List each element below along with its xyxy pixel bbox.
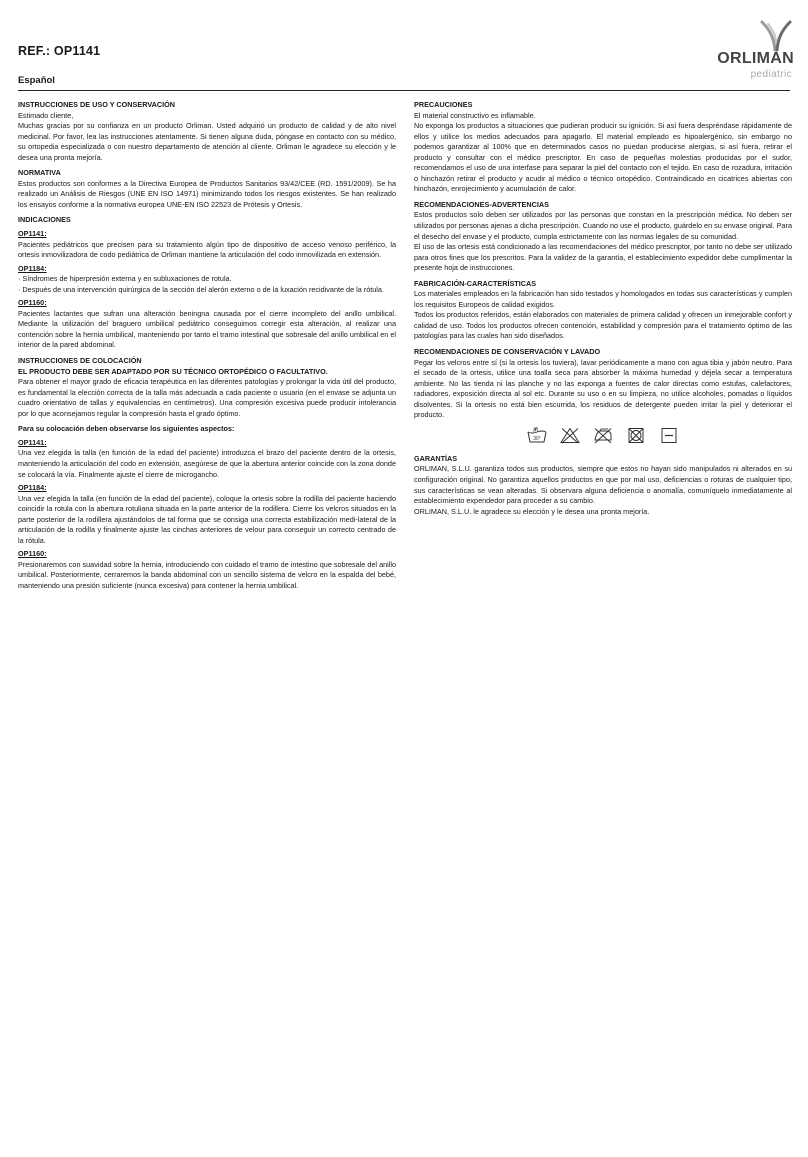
brand-name: ORLIMAN xyxy=(717,50,794,67)
indication-op1184-bullet: · Síndromes de hiperpresión externa y en subluxaciones de rotula. xyxy=(18,274,232,284)
product-label-op1141: OP1141: xyxy=(18,437,47,447)
product-label-op1184: OP1184: xyxy=(18,263,47,273)
colocacion-paragraph: Para obtener el mayor grado de eficacia terapéutica en las diferentes patologías y prolongar la vida útil del producto, es fundamental la elección correcta de la talla más adecuada a cada paciente o usuario (en el envase se adjunta un cuadro orientativo de tallas y equivalencias en centímetros). Una compresión excesiva puede producir intolerancia por lo que aconsejamos regular la compresión hasta el grado óptimo. xyxy=(18,377,396,418)
language-heading: Español xyxy=(18,75,55,86)
indication-op1160: Pacientes lactantes que sufran una alteración beningna causada por el cierre incompleto del anillo umbilical. Mediante la utilización del braguero umbilical pediátrico conseguimos corregir esta alteración, al realizar una contención sobre la hernia umbilical, manteniendo por tanto el tramo intestinal que sobresale del anillo umbilical en el interior de la pared abdominal. xyxy=(18,308,396,350)
section-title-instrucciones: INSTRUCCIONES DE USO Y CONSERVACIÓN xyxy=(18,100,175,109)
section-title-recomendaciones: RECOMENDACIONES-ADVERTENCIAS xyxy=(414,199,549,209)
section-title-normativa: NORMATIVA xyxy=(18,168,61,178)
no-tumble-dry-icon xyxy=(626,427,646,444)
section-title-garantias: GARANTÍAS xyxy=(414,453,458,463)
product-label-op1141: OP1141: xyxy=(18,229,47,239)
recomendaciones-paragraph: Estos productos solo deben ser utilizados por las personas que constan en la prescripción médica. No deben ser utilizados por personas ajenas a dicha prescripción. Cuando no use el producto, guárdelo en su envase original. Para el desecho del envase y el producto, cumpla estrictamente con las normas legales de su comunidad. xyxy=(414,210,792,241)
recomendaciones-paragraph: El uso de las ortesis está condicionado a las recomendaciones del médico prescriptor, por tanto no debe ser utilizado para otros fines que los prescritos. Para la validez de la garantía, el establecimiento expedidor debe cumplimentar la presente hoja de instrucciones. xyxy=(414,242,792,273)
section-title-colocacion: INSTRUCCIONES DE COLOCACIÓN xyxy=(18,356,142,366)
aspectos-heading: Para su colocación deben observarse los siguientes aspectos: xyxy=(18,424,235,434)
orliman-logo xyxy=(708,20,794,82)
brand-subtitle: pediatric xyxy=(750,69,792,80)
no-iron-icon xyxy=(593,427,613,444)
placement-op1141: Una vez elegida la talla (en función de la edad del paciente) introduzca el brazo del paciente dentro de la ortesis, manteniendo la articulación del codo en extensión, asegúrese de que la abertura anterior coincide con la zona donde se colocará la vía. Finalmente ajuste el cierre de microgancho. xyxy=(18,448,396,479)
right-column xyxy=(414,98,792,517)
product-label-op1160: OP1160: xyxy=(18,549,47,559)
hand-wash-icon xyxy=(527,427,547,444)
conservacion-paragraph: Pegar los velcros entre sí (si la ortesis los tuviera), lavar periódicamente a mano con agua tibia y jabón neutro. Para el secado de la ortesis, utilice una toalla seca para absorber la máxima humedad y déjela secar a temperatura ambiente. No las tienda ni las planche y no las exponga a fuentes de calor directas como estufas, calefactores, radiadores, exposición directa al sol etc. Durante su uso o en su limpieza, no utilice alcoholes, pomadas o líquidos disolventes. Si la ortesis no está bien escurrida, los residuos de detergente pueden irritar la piel y deteriorar el producto. xyxy=(414,357,792,420)
placement-op1184: Una vez elegida la talla (en función de la edad del paciente), coloque la ortesis sobre la rodilla del paciente haciendo coincidir la rotula con la abertura rotuliana situada en la parte anterior de la rodillera. Cierre los velcros situados en la parte posterior de la rodillera ajustándolos de tal forma que se consiga una correcta estabilización medi-lateral de la articulación de la rodilla y finalmente ajuste las cinchas anteriores de velour para conseguir un correcto centrado de la rótula. xyxy=(18,493,396,545)
dry-flat-icon xyxy=(659,427,679,444)
greeting: Estimado cliente, xyxy=(18,110,74,120)
indication-op1141: Pacientes pediátricos que precisen para su tratamiento algún tipo de dispositivo de acceso venoso periférico, la ortesis inmovilizadora de codo pediátrica de Orliman mantiene la articulación del codo inmovilizada en extensión. xyxy=(18,239,396,260)
section-title-fabricacion: FABRICACIÓN-CARACTERÍSTICAS xyxy=(414,278,537,288)
placement-op1160: Presionaremos con suavidad sobre la hernia, introduciendo con cuidado el tramo de intestino que sobresale del anillo umbilical. Posteriormente, cerraremos la banda abdominal con un sencillo sistema de velcro en la espalda del bebé, manteniendo una presión suficiente (nunca excesiva) para contener la hernia umbilical. xyxy=(18,559,396,590)
precauciones-lead: El material constructivo es inflamable. xyxy=(414,110,536,120)
indication-op1184-bullet: · Después de una intervención quirúrgica de la sección del alerón externo o de la luxación recidivante de la rótula. xyxy=(18,284,384,294)
product-label-op1184: OP1184: xyxy=(18,483,47,493)
no-bleach-icon xyxy=(560,427,580,444)
section-title-precauciones: PRECAUCIONES xyxy=(414,100,473,109)
precauciones-paragraph: No exponga los productos a situaciones que pudieran producir su ignición. Si así fuera despréndase rápidamente de ellos y utilice los medios adecuados para apagarlo. El material empleado es hipoalergénico, sin embargo no podemos garantizar al 100% que en determinados casos no puedan producirse alergias, si así fuera, retirar el producto y consultar con el médico prescriptor. En caso de pequeñas molestias producidas por el sudor, recomendamos el uso de una interfase para separar la piel del contacto con el tejido. En caso de rozadura, irritación o hinchazón retirar el producto y acudir al médico o técnico ortopédico. Contraindicado en cicatrices abiertas con hinchazón, enrojecimiento y acumulación de calor. xyxy=(414,121,792,194)
intro-paragraph: Muchas gracias por su confianza en un producto Orliman. Usted adquirió un producto de calidad y de alto nivel medicinal. Por favor, lea las instrucciones atentamente. Si tienen alguna duda, póngase en contacto con su médico, su ortopedia especializada o con nuestro departamento de atención al cliente. Orliman le agradece su elección y le desea una pronta mejoría. xyxy=(18,121,396,162)
normativa-paragraph: Estos productos son conformes a la Directiva Europea de Productos Sanitarios 93/42/CEE (RD. 1591/2009). Se ha realizado un Análisis de Riesgos (UNE EN ISO 14971) minimizando todos los riesgos existentes. Se han realizado los ensayos conforme a la normativa europea UNE-EN ISO 22523 de Prótesis y Ortesis. xyxy=(18,178,396,209)
left-column xyxy=(18,98,396,592)
section-title-indicaciones: INDICACIONES xyxy=(18,215,71,225)
header-divider xyxy=(18,90,790,91)
garantias-paragraph: ORLIMAN, S.L.U. garantiza todos sus productos, siempre que estos no hayan sido manipulados ni alterados en su configuración original. No garantiza aquellos productos en que por mal uso, deficiencias o roturas de cualquier tipo, sus características se vean alteradas. Si observara alguna deficiencia o anomalía, comuníquelo inmediatamente al establecimiento expendedor para proceder a su cambio. xyxy=(414,464,792,506)
product-label-op1160: OP1160: xyxy=(18,298,47,308)
wash-temperature: 30° xyxy=(533,435,541,442)
colocacion-warning: EL PRODUCTO DEBE SER ADAPTADO POR SU TÉCNICO ORTOPÉDICO O FACULTATIVO. xyxy=(18,366,328,376)
reference-code: REF.: OP1141 xyxy=(18,44,101,58)
orliman-mark-icon xyxy=(756,20,796,52)
fabricacion-paragraph: Todos los productos referidos, están elaborados con materiales de primera calidad y ofrecen un inmejorable confort y calidad de uso. Todos los productos ofrecen contención, estabilidad y compresión para el tratamiento óptimo de las patologías para las cuales han sido diseñados. xyxy=(414,310,792,341)
section-title-conservacion: RECOMENDACIONES DE CONSERVACIÓN Y LAVADO xyxy=(414,347,601,357)
fabricacion-paragraph: Los materiales empleados en la fabricación han sido testados y homologados en todas sus características y cumplen los requisitos Europeos de calidad exigidos. xyxy=(414,289,792,309)
care-symbols xyxy=(414,421,792,449)
garantias-closing: ORLIMAN, S.L.U. le agradece su elección y le desea una pronta mejoría. xyxy=(414,506,650,516)
